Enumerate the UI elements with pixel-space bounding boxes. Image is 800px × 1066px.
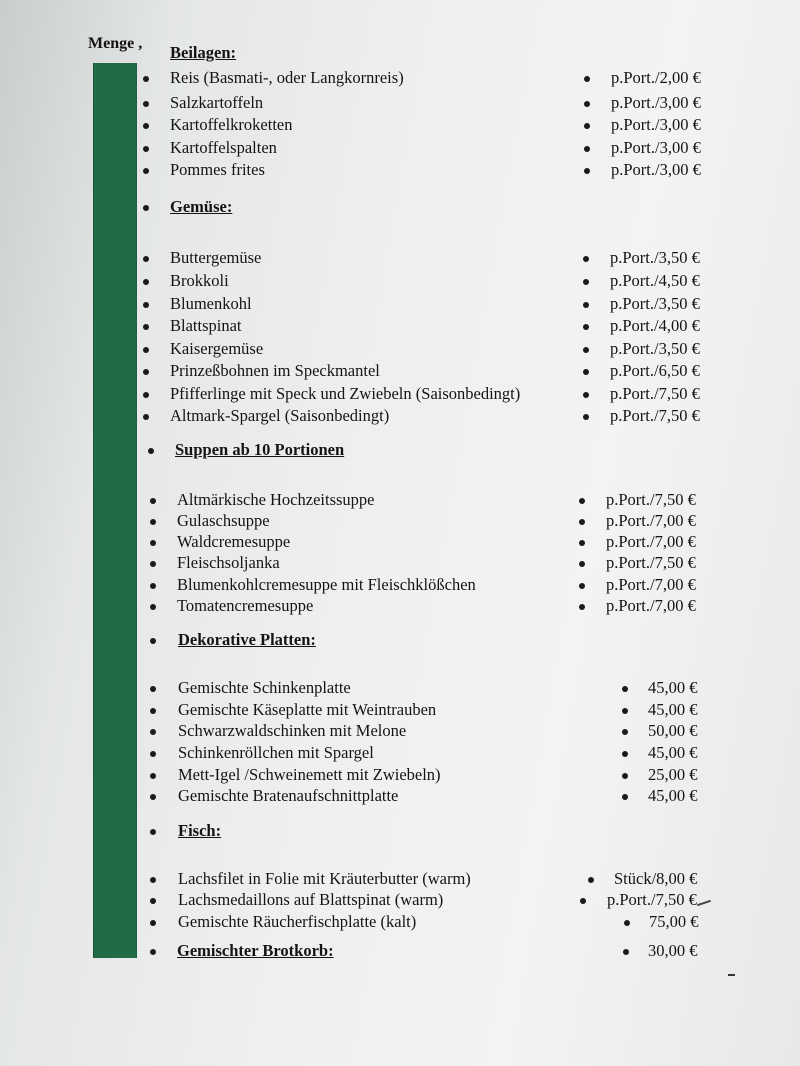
menu-item-price: Stück/8,00 € xyxy=(614,869,698,888)
bullet-icon xyxy=(583,392,589,398)
bullet-icon xyxy=(143,76,149,82)
bullet-icon xyxy=(143,369,149,375)
section-heading: Fisch: xyxy=(178,821,222,840)
section-heading: Beilagen: xyxy=(170,43,236,62)
menu-item-price: p.Port./2,00 € xyxy=(611,68,701,87)
menu-item-name: Blumenkohlcremesuppe mit Fleischklößchen xyxy=(177,575,476,594)
bullet-icon xyxy=(580,898,586,904)
menu-item-name: Kartoffelkroketten xyxy=(170,115,293,134)
bullet-icon xyxy=(583,256,589,262)
menu-item-name: Prinzeßbohnen im Speckmantel xyxy=(170,361,380,380)
menu-item-price: p.Port./3,50 € xyxy=(610,294,700,313)
menu-item-name: Gemischte Räucherfischplatte (kalt) xyxy=(178,912,417,931)
bullet-icon xyxy=(150,540,156,546)
pen-mark xyxy=(728,974,735,976)
bullet-icon xyxy=(150,877,156,883)
bullet-icon xyxy=(143,205,149,211)
menu-item-name: Pommes frites xyxy=(170,160,265,179)
menu-item-name: Gemischte Schinkenplatte xyxy=(178,678,351,697)
bullet-icon xyxy=(150,686,156,692)
menu-item-price: p.Port./7,50 € xyxy=(610,406,700,425)
menu-item-name: Kaisergemüse xyxy=(170,339,264,358)
menu-item-name: Blumenkohl xyxy=(170,294,252,313)
menge-label: Menge , xyxy=(88,35,143,52)
bullet-icon xyxy=(583,279,589,285)
bullet-icon xyxy=(143,414,149,420)
bullet-icon xyxy=(588,877,594,883)
section-price: 30,00 € xyxy=(648,941,698,960)
bullet-icon xyxy=(143,146,149,152)
menu-item-price: p.Port./4,00 € xyxy=(610,316,700,335)
menu-item-price: 25,00 € xyxy=(648,765,698,784)
bullet-icon xyxy=(150,949,156,955)
menu-item-price: p.Port./7,50 € xyxy=(610,384,700,403)
section-heading: Suppen ab 10 Portionen xyxy=(175,440,345,459)
bullet-icon xyxy=(150,519,156,525)
bullet-icon xyxy=(584,123,590,129)
menu-item-price: p.Port./3,50 € xyxy=(610,339,700,358)
bullet-icon xyxy=(150,498,156,504)
bullet-icon xyxy=(579,498,585,504)
bullet-icon xyxy=(622,708,628,714)
bullet-icon xyxy=(584,146,590,152)
menu-item-name: Tomatencremesuppe xyxy=(177,596,314,615)
bullet-icon xyxy=(579,561,585,567)
menu-item-price: p.Port./7,50 € xyxy=(606,490,696,509)
bullet-icon xyxy=(623,949,629,955)
menu-item-name: Waldcremesuppe xyxy=(177,532,291,551)
menu-item-name: Lachsmedaillons auf Blattspinat (warm) xyxy=(178,890,444,909)
pen-mark xyxy=(697,900,711,906)
menu-item-name: Schwarzwaldschinken mit Melone xyxy=(178,721,407,740)
menu-item-name: Gemischte Bratenaufschnittplatte xyxy=(178,786,399,805)
bullet-icon xyxy=(150,604,156,610)
menu-item-price: 45,00 € xyxy=(648,700,698,719)
menu-item-price: p.Port./4,50 € xyxy=(610,271,700,290)
menu-item-price: p.Port./6,50 € xyxy=(610,361,700,380)
bullet-icon xyxy=(143,256,149,262)
menu-item-name: Brokkoli xyxy=(170,271,229,290)
menu-item-price: p.Port./3,00 € xyxy=(611,93,701,112)
bullet-icon xyxy=(143,279,149,285)
menu-item-name: Buttergemüse xyxy=(170,248,262,267)
bullet-icon xyxy=(583,369,589,375)
menu-item-name: Gemischte Käseplatte mit Weintrauben xyxy=(178,700,437,719)
menu-item-price: p.Port./3,00 € xyxy=(611,115,701,134)
menu-item-name: Mett-Igel /Schweinemett mit Zwiebeln) xyxy=(178,765,441,784)
menu-item-name: Pfifferlinge mit Speck und Zwiebeln (Saisonbedingt) xyxy=(170,384,521,403)
bullet-icon xyxy=(150,794,156,800)
bullet-icon xyxy=(584,168,590,174)
bullet-icon xyxy=(150,583,156,589)
bullet-icon xyxy=(143,392,149,398)
bullet-icon xyxy=(143,168,149,174)
bullet-icon xyxy=(583,324,589,330)
menu-item-price: p.Port./7,00 € xyxy=(606,532,696,551)
bullet-icon xyxy=(150,708,156,714)
menu-item-price: p.Port./3,50 € xyxy=(610,248,700,267)
bullet-icon xyxy=(622,729,628,735)
bullet-icon xyxy=(150,561,156,567)
bullet-icon xyxy=(150,920,156,926)
menu-item-name: Fleischsoljanka xyxy=(177,553,280,572)
bullet-icon xyxy=(143,302,149,308)
bullet-icon xyxy=(579,519,585,525)
bullet-icon xyxy=(143,347,149,353)
menu-item-price: 50,00 € xyxy=(648,721,698,740)
bullet-icon xyxy=(150,729,156,735)
menu-item-price: 45,00 € xyxy=(648,786,698,805)
menu-item-name: Blattspinat xyxy=(170,316,242,335)
menu-item-name: Salzkartoffeln xyxy=(170,93,264,112)
menu-item-price: p.Port./3,00 € xyxy=(611,160,701,179)
section-heading: Dekorative Platten: xyxy=(178,630,316,649)
bullet-icon xyxy=(624,920,630,926)
menu-item-price: p.Port./7,50 € xyxy=(606,553,696,572)
bullet-icon xyxy=(579,583,585,589)
menu-item-name: Reis (Basmati-, oder Langkornreis) xyxy=(170,68,404,87)
bullet-icon xyxy=(622,773,628,779)
menu-item-price: p.Port./7,50 € xyxy=(607,890,697,909)
bullet-icon xyxy=(150,829,156,835)
menu-item-price: p.Port./7,00 € xyxy=(606,596,696,615)
bullet-icon xyxy=(148,448,154,454)
menu-item-price: p.Port./3,00 € xyxy=(611,138,701,157)
bullet-icon xyxy=(622,686,628,692)
menu-item-name: Altmark-Spargel (Saisonbedingt) xyxy=(170,406,390,425)
menu-item-price: 45,00 € xyxy=(648,678,698,697)
bullet-icon xyxy=(622,751,628,757)
menu-item-price: 45,00 € xyxy=(648,743,698,762)
menu-item-price: p.Port./7,00 € xyxy=(606,575,696,594)
menu-item-name: Lachsfilet in Folie mit Kräuterbutter (warm) xyxy=(178,869,471,888)
section-heading: Gemischter Brotkorb: xyxy=(177,941,334,960)
bullet-icon xyxy=(150,898,156,904)
green-margin-strip xyxy=(93,63,137,958)
bullet-icon xyxy=(143,101,149,107)
bullet-icon xyxy=(583,414,589,420)
bullet-icon xyxy=(150,751,156,757)
menu-item-name: Gulaschsuppe xyxy=(177,511,270,530)
menu-item-name: Altmärkische Hochzeitssuppe xyxy=(177,490,375,509)
bullet-icon xyxy=(143,324,149,330)
menu-item-name: Schinkenröllchen mit Spargel xyxy=(178,743,374,762)
menu-item-price: 75,00 € xyxy=(649,912,699,931)
bullet-icon xyxy=(150,638,156,644)
bullet-icon xyxy=(579,540,585,546)
bullet-icon xyxy=(579,604,585,610)
bullet-icon xyxy=(583,347,589,353)
menu-item-name: Kartoffelspalten xyxy=(170,138,277,157)
bullet-icon xyxy=(583,302,589,308)
bullet-icon xyxy=(584,76,590,82)
menu-item-price: p.Port./7,00 € xyxy=(606,511,696,530)
bullet-icon xyxy=(143,123,149,129)
bullet-icon xyxy=(584,101,590,107)
section-heading: Gemüse: xyxy=(170,197,233,216)
bullet-icon xyxy=(622,794,628,800)
bullet-icon xyxy=(150,773,156,779)
